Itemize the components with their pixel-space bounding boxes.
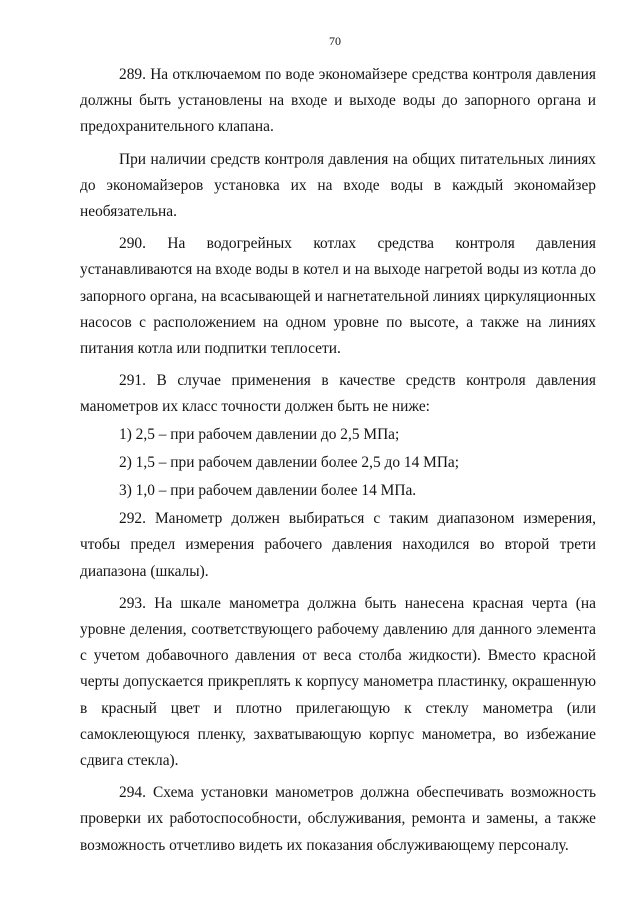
list-item-1: 1) 2,5 – при рабочем давлении до 2,5 МПа;	[119, 425, 400, 443]
paragraph-289: 289. На отключаемом по воде экономайзере средства контроля давления должны быть установлены на входе и выходе воды до запорного органа и предохранительного клапана.	[80, 66, 596, 136]
paragraph-292: 292. Манометр должен выбираться с таким диапазоном измерения, чтобы предел измерения рабочего давления находился во второй трети диапазона (шкалы).	[80, 510, 596, 580]
list-item-3: 3) 1,0 – при рабочем давлении более 14 МПа.	[119, 482, 417, 500]
paragraph-289-note: При наличии средств контроля давления на общих питательных линиях до экономайзеров установка их на входе воды в каждый экономайзер необязательна.	[80, 150, 596, 221]
page-number: 70	[329, 34, 341, 48]
list-item-2: 2) 1,5 – при рабочем давлении более 2,5 до 14 МПа;	[119, 453, 460, 471]
paragraph-290: 290. На водогрейных котлах средства контроля давления устанавливаются на входе воды в котел и на выходе нагретой воды из котла до запорного органа, на всасывающей и нагнетательной линиях циркуляционных насосов с расположением на одном уровне по высоте, а также на линиях питания котла или подпитки теплосети.	[80, 235, 596, 358]
paragraph-294: 294. Схема установки манометров должна обеспечивать возможность проверки их работоспособности, обслуживания, ремонта и замены, а также возможность отчетливо видеть их показания обслуживающему персоналу.	[80, 784, 596, 854]
paragraph-291: 291. В случае применения в качестве средств контроля давления манометров их класс точности должен быть не ниже:	[80, 372, 596, 416]
paragraph-293: 293. На шкале манометра должна быть нанесена красная черта (на уровне деления, соответствующего рабочему давлению для данного элемента с учетом добавочного давления от веса столба жидкости). Вместо красной черты допускается прикреплять к корпусу манометра пластинку, окрашенную в красный цвет и плотно прилегающую к стеклу манометра (или самоклеющуюся пленку, захватывающую корпус манометра, во избежание сдвига стекла).	[80, 594, 596, 770]
